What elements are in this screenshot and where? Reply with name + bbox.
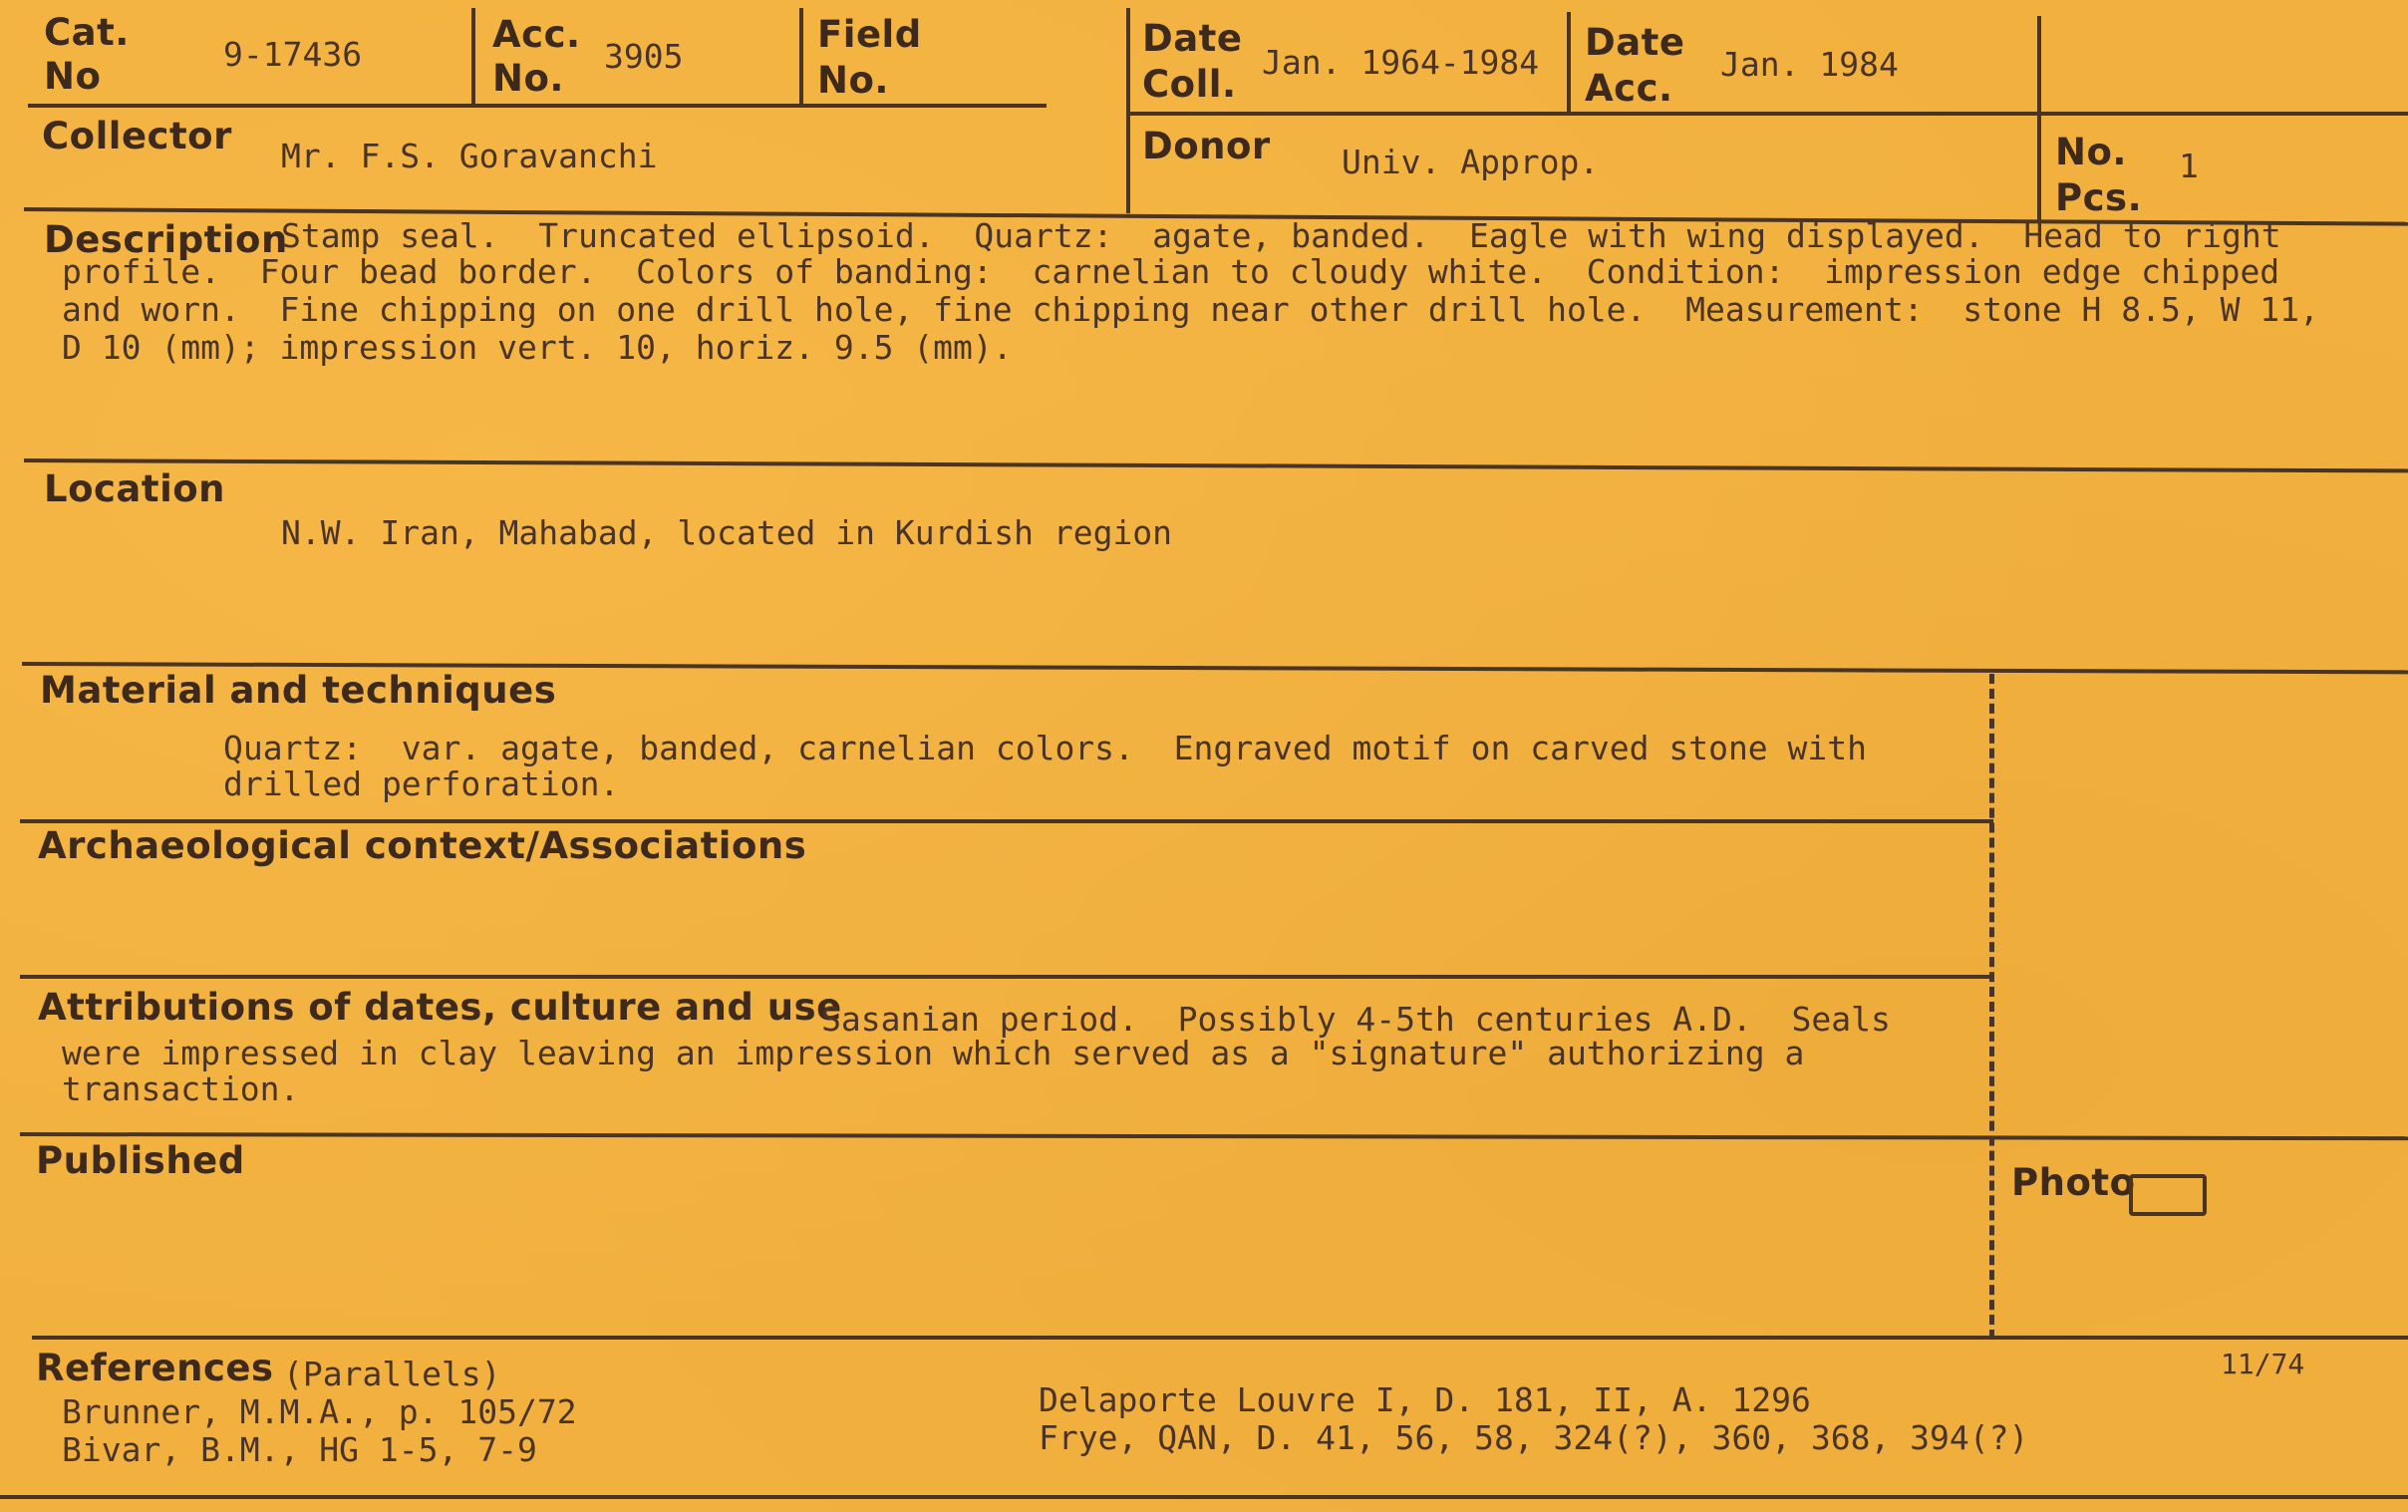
date-acc-label-2: Acc.: [1585, 67, 1673, 110]
form-code: 11/74: [2221, 1348, 2305, 1380]
collector-name: Mr. F.S. Goravanchi: [281, 137, 658, 175]
rule-v-cat: [471, 8, 475, 106]
photo-label: Photo: [2011, 1161, 2136, 1204]
rule-v-datecoll: [1567, 12, 1571, 112]
rule-v-dateacc: [2037, 16, 2041, 221]
cat-label: Cat.: [44, 11, 130, 54]
material-line-2: drilled perforation.: [223, 764, 620, 803]
date-acc-label: Date: [1585, 21, 1685, 64]
rule-archaeological-bottom: [20, 975, 1993, 979]
material-line-1: Quartz: var. agate, banded, carnelian colors. Engraved motif on carved stone with: [223, 729, 1868, 767]
rule-attributions-bottom: [20, 1132, 2408, 1140]
reference-left-2: Bivar, B.M., HG 1-5, 7-9: [62, 1430, 537, 1469]
description-line-2: profile. Four bead border. Colors of banding: carnelian to cloudy white. Condition: impression edge chipped: [62, 252, 2280, 291]
description-label: Description: [44, 218, 288, 261]
attributions-label: Attributions of dates, culture and use: [38, 986, 842, 1029]
attributions-line-1: Sasanian period. Possibly 4-5th centuries A.D. Seals: [821, 1000, 1891, 1039]
pieces-label: No.: [2055, 131, 2127, 173]
donor-name: Univ. Approp.: [1342, 143, 1600, 181]
cat-label-no: No: [44, 55, 102, 98]
acc-label-no: No.: [492, 57, 564, 100]
rule-card-bottom: [0, 1495, 2408, 1499]
donor-label: Donor: [1142, 125, 1271, 167]
field-label-no: No.: [817, 59, 889, 102]
date-collected: Jan. 1964-1984: [1262, 43, 1540, 82]
collector-label: Collector: [42, 115, 232, 157]
rule-header-bottom-right: [1126, 112, 2408, 116]
description-line-3: and worn. Fine chipping on one drill hole, fine chipping near other drill hole. Measurement: stone H 8.5, W 11,: [62, 290, 2319, 329]
date-coll-label-2: Coll.: [1142, 63, 1237, 106]
location-label: Location: [44, 467, 226, 510]
archaeological-label: Archaeological context/Associations: [38, 824, 807, 867]
pieces-label-pcs: Pcs.: [2055, 176, 2143, 219]
reference-right-1: Delaporte Louvre I, D. 181, II, A. 1296: [1039, 1380, 1811, 1419]
rule-published-bottom: [32, 1336, 2408, 1340]
description-line-4: D 10 (mm); impression vert. 10, horiz. 9.5 (mm).: [62, 328, 1013, 367]
date-accessioned: Jan. 1984: [1720, 45, 1899, 84]
acc-number: 3905: [604, 37, 684, 76]
attributions-line-2: were impressed in clay leaving an impression which served as a "signature" authorizing a: [62, 1034, 1805, 1072]
pieces-count: 1: [2179, 147, 2199, 185]
rule-header-bottom: [28, 104, 1047, 108]
location-value: N.W. Iran, Mahabad, located in Kurdish region: [281, 513, 1173, 552]
photo-checkbox[interactable]: [2129, 1174, 2207, 1216]
cat-number: 9-17436: [223, 35, 363, 74]
reference-right-2: Frye, QAN, D. 41, 56, 58, 324(?), 360, 368, 394(?): [1039, 1418, 2029, 1457]
acc-label: Acc.: [492, 13, 581, 56]
attributions-line-3: transaction.: [62, 1069, 300, 1108]
published-label: Published: [36, 1139, 245, 1182]
description-line-1: Stamp seal. Truncated ellipsoid. Quartz: agate, banded. Eagle with wing displayed. Head to right: [281, 216, 2281, 255]
material-label: Material and techniques: [40, 669, 557, 712]
rule-v-acc: [799, 8, 803, 106]
references-label: References: [36, 1347, 274, 1389]
field-label: Field: [817, 13, 922, 56]
rule-photo-column: [1989, 674, 1994, 1340]
date-coll-label: Date: [1142, 17, 1243, 60]
reference-left-1: Brunner, M.M.A., p. 105/72: [62, 1392, 577, 1431]
references-note: (Parallels): [283, 1355, 501, 1393]
rule-v-field: [1126, 8, 1130, 213]
rule-description-bottom: [24, 458, 2408, 472]
